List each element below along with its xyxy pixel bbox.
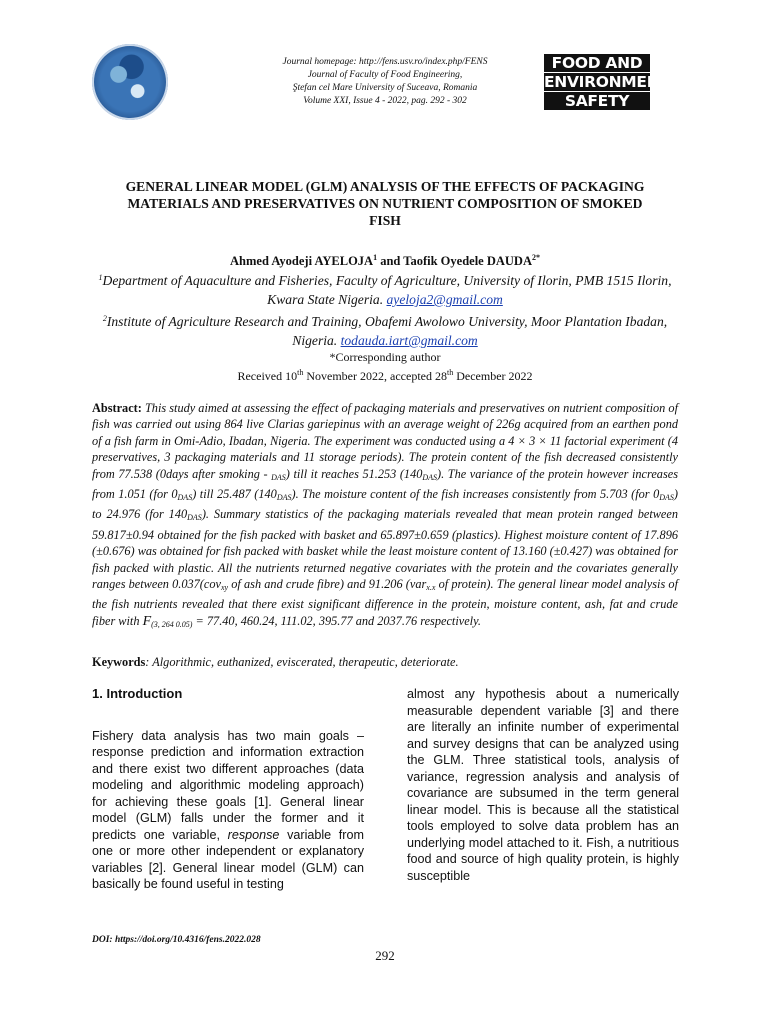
affiliation-1-sup: 1	[98, 273, 103, 282]
abstract-sub: xy	[220, 583, 229, 593]
affiliation-2-sup: 2	[102, 314, 107, 323]
page-number: 292	[375, 948, 395, 963]
abstract-sub: DAS	[271, 472, 286, 482]
abstract-p10: = 77.40, 460.24, 111.02, 395.77 and 2037.76 respectively.	[192, 613, 481, 628]
abstract-p9: of protein). The general linear model analysis of the fish nutrients revealed that there exist significant difference in the protein, moisture content, ash, fat and crude fiber with	[92, 577, 678, 628]
journal-university: Ştefan cel Mare University of Suceava, Romania	[292, 83, 478, 93]
logo-line-2: ENVIRONMENT	[544, 73, 670, 91]
affiliation-1-text: Department of Aquaculture and Fisheries, Faculty of Agriculture, University of Ilorin, PMB 1515 Ilorin, Kwara State Nigeria.	[102, 273, 672, 307]
abstract-p7: ). Summary statistics of the packaging materials revealed that mean protein ranged between 59.817±0.94 obtained for the fish packed with basket and 65.897±0.659 (plastics). Highest moisture content of 17.896 (±0.676) was obtained for fish packed with basket while the least moisture content of 13.160 (±0.427) was obtained for fish packed with plastic. All the nutrients returned negative covariates with the protein and the covariates generally ranges between 0.037(cov	[92, 507, 679, 592]
corresponding-author: *Corresponding author	[329, 350, 441, 364]
intro-paragraph-right: almost any hypothesis about a numerically measurable dependent variable [3] and there are literally an infinite number of experimental and survey designs that can be analyzed using the GLM. Three statistical tools, analysis of variance, regression analysis and analysis of covariance are subsumed in the term general linear model. This is because all the statistical tools employed to solve data problem has an underlying model attached to it. Fish, a nutritious food and source of high quality protein, is highly susceptible	[407, 687, 679, 883]
received-sup: th	[297, 368, 304, 377]
author-1: Ahmed Ayodeji AYELOJA	[230, 254, 374, 268]
author-1-sup: 1	[373, 253, 378, 262]
abstract-sub: DAS	[187, 513, 202, 523]
received-dates	[100, 365, 670, 384]
abstract-p5: ). The moisture content of the fish increases consistently from 5.703 (for 0	[291, 487, 660, 502]
intro-left-b: variable from one or more other independent or explanatory variables [2]. General linear model (GLM) can basically be found useful in testing	[92, 827, 364, 891]
abstract-text	[92, 401, 678, 628]
journal-globe-logo	[92, 44, 168, 120]
author-line	[100, 253, 670, 269]
left-column	[92, 686, 364, 893]
logo-line-3: SAFETY	[544, 92, 650, 110]
accepted-end: December 2022	[453, 369, 533, 383]
email-link-1[interactable]: ayeloja2@gmail.com	[386, 292, 503, 307]
author-and: and	[377, 254, 404, 268]
abstract-p3: ). The variance of the protein however increases from 1.051 (for 0	[92, 466, 678, 502]
journal-homepage[interactable]: Journal homepage: http://fens.usv.ro/index.php/FENS	[282, 57, 488, 67]
abstract-p4: ) till 25.487 (140	[192, 487, 277, 502]
affiliations	[94, 268, 676, 350]
intro-paragraph-left	[92, 728, 364, 893]
keywords-text: : Algorithmic, euthanized, eviscerated, therapeutic, deteriorate.	[145, 655, 459, 669]
section-heading-introduction: 1. Introduction	[92, 686, 183, 701]
journal-volume: Volume XXI, Issue 4 - 2022, pag. 292 - 302	[303, 96, 467, 106]
intro-left-em: response	[227, 827, 280, 842]
intro-left-a: Fishery data analysis has two main goals – response prediction and information extraction and there exist two different approaches (data modeling and algorithmic modeling approach) for achieving these goals [1]. General linear model (GLM) falls under the former and it predicts one variable,	[92, 728, 364, 842]
doi-link[interactable]: DOI: https://doi.org/10.4316/fens.2022.028	[92, 935, 261, 945]
food-environment-safety-logo	[544, 54, 670, 110]
keywords	[92, 655, 678, 670]
abstract-sub: x.x	[426, 583, 436, 593]
journal-info	[250, 56, 520, 108]
author-2-sup: 2*	[532, 253, 540, 262]
f-statistic-symbol: F	[142, 613, 152, 629]
author-2: Taofik Oyedele DAUDA	[403, 254, 532, 268]
abstract-sub: DAS	[177, 493, 193, 503]
abstract	[92, 400, 678, 633]
abstract-p1: This study aimed at assessing the effect of packaging materials and preservatives on nutrient composition of fish was carried out using 864 live Clarias gariepinus with an average weight of 226g acquired from an earthen pond of a fish farm in Omi-Adio, Ibadan, Nigeria. The experiment was conducted using a 4 × 3 × 11 factorial experiment (4 preservatives, 3 packaging materials and 11 storage periods). The protein content of the fish decreased consistently from 77.538 (0days after smoking -	[92, 401, 678, 481]
abstract-sub: DAS	[276, 493, 292, 503]
email-link-2[interactable]: todauda.iart@gmail.com	[340, 333, 478, 348]
affiliation-1	[94, 268, 676, 309]
abstract-p8: of ash and crude fibre) and 91.206 (var	[228, 577, 427, 592]
keywords-label: Keywords	[92, 655, 146, 669]
f-statistic-sub: (3, 264 0.05)	[151, 619, 193, 629]
affiliation-2	[94, 309, 676, 350]
abstract-sub: DAS	[422, 472, 438, 482]
paper-title: GENERAL LINEAR MODEL (GLM) ANALYSIS OF THE EFFECTS OF PACKAGING MATERIALS AND PRESERVATIVES ON NUTRIENT COMPOSITION OF SMOKED FISH	[125, 179, 645, 228]
journal-name: Journal of Faculty of Food Engineering,	[307, 70, 463, 80]
affiliation-2-text: Institute of Agriculture Research and Training, Obafemi Awolowo University, Moor Plantation Ibadan, Nigeria.	[106, 314, 668, 348]
received-middle: November 2022, accepted 28	[303, 369, 447, 383]
received-text: Received 10	[237, 369, 298, 383]
logo-line-1: FOOD AND	[544, 54, 650, 72]
abstract-label: Abstract:	[92, 401, 142, 415]
accepted-sup: th	[446, 368, 454, 377]
right-column	[407, 686, 679, 884]
abstract-sub: DAS	[659, 493, 674, 503]
abstract-p6: ) to 24.976 (for 140	[92, 487, 679, 522]
corresponding-block	[100, 349, 670, 384]
abstract-p2: ) till it reaches 51.253 (140	[285, 466, 423, 481]
